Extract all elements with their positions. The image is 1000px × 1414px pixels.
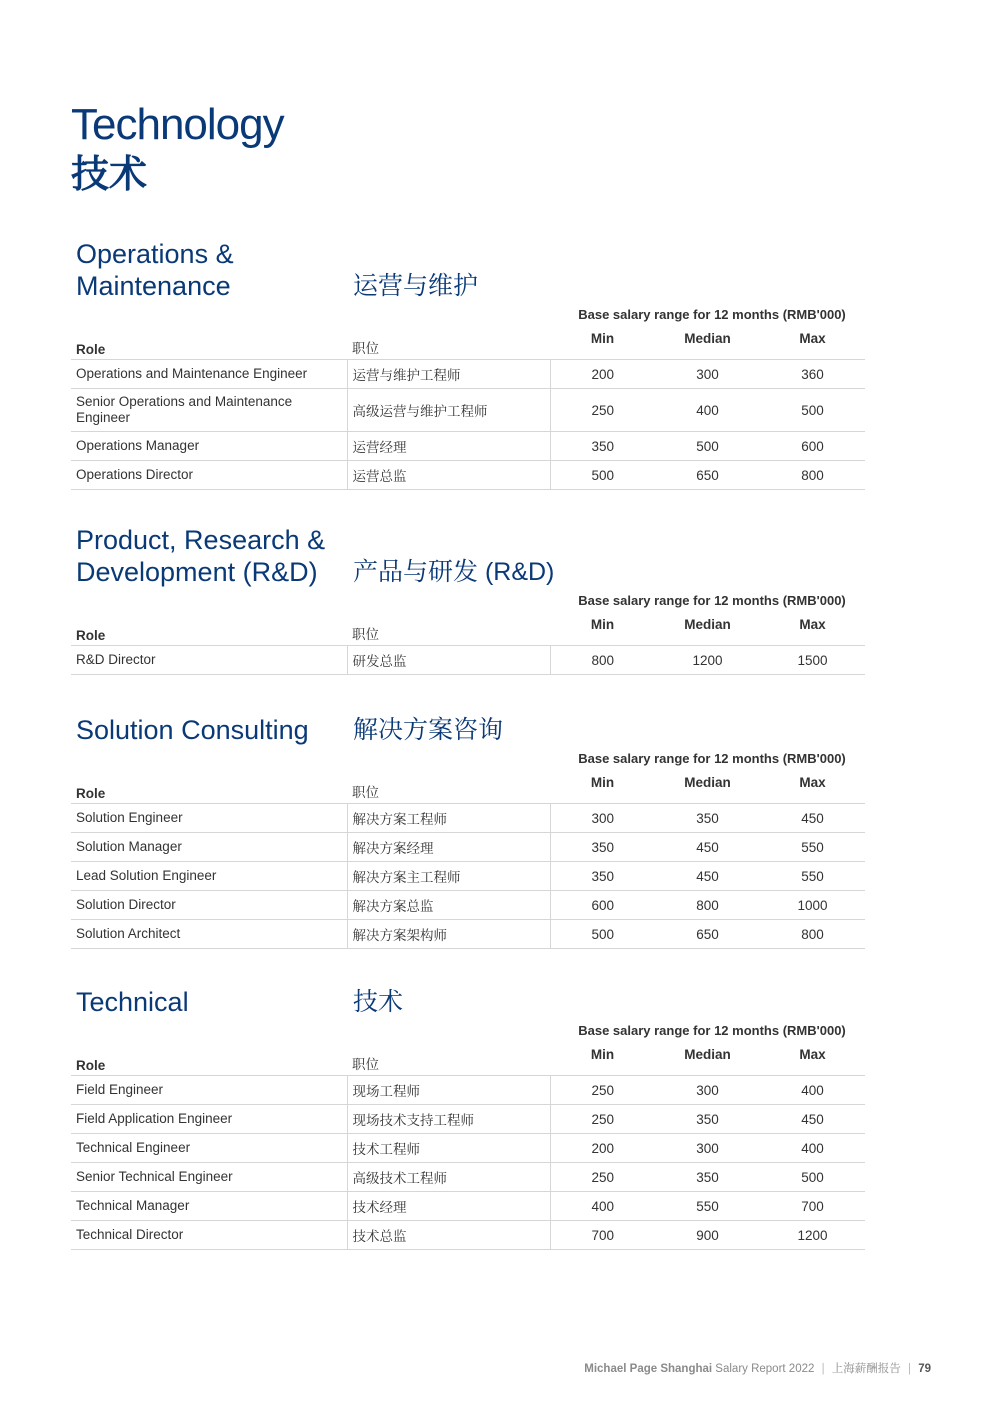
role-cell: Technical Director [71, 1221, 347, 1250]
role-zh-header: 职位 [347, 331, 550, 360]
role-zh-cell: 运营与维护工程师 [347, 360, 550, 389]
role-zh-cell: 运营经理 [347, 432, 550, 461]
footer-report-zh: 上海薪酬报告 [831, 1363, 901, 1375]
role-cell: Solution Architect [71, 920, 347, 949]
footer-separator: | [908, 1363, 911, 1375]
salary-range-label: Base salary range for 12 months (RMB'000) [578, 593, 846, 608]
section-title-zh: 技术 [353, 988, 404, 1016]
salary-table [71, 1047, 865, 1250]
role-zh-cell: 解决方案经理 [347, 833, 550, 862]
role-zh-cell: 解决方案工程师 [347, 804, 550, 833]
role-cell: Senior Operations and Maintenance Engineer [71, 389, 347, 432]
min-cell: 500 [550, 920, 655, 949]
salary-range-label: Base salary range for 12 months (RMB'000) [578, 751, 846, 766]
role-zh-header: 职位 [347, 775, 550, 804]
max-cell: 800 [760, 920, 865, 949]
table-row [71, 1076, 865, 1105]
role-cell: Senior Technical Engineer [71, 1163, 347, 1192]
max-header: Max [760, 617, 865, 646]
table-row [71, 1163, 865, 1192]
min-cell: 200 [550, 1134, 655, 1163]
median-cell: 300 [655, 360, 760, 389]
min-cell: 250 [550, 1076, 655, 1105]
table-row [71, 1105, 865, 1134]
section-title: Solution Consulting [76, 715, 309, 745]
min-cell: 600 [550, 891, 655, 920]
role-header: Role [71, 331, 347, 360]
table-header-row [71, 1047, 865, 1076]
role-zh-cell: 运营总监 [347, 461, 550, 490]
role-header: Role [71, 1047, 347, 1076]
page-footer [584, 1360, 931, 1376]
salary-range-label: Base salary range for 12 months (RMB'000) [578, 307, 846, 322]
role-cell: Operations Director [71, 461, 347, 490]
min-cell: 250 [550, 389, 655, 432]
max-cell: 400 [760, 1134, 865, 1163]
role-cell: Operations Manager [71, 432, 347, 461]
table-row [71, 920, 865, 949]
max-cell: 1200 [760, 1221, 865, 1250]
table-row [71, 1221, 865, 1250]
role-zh-cell: 技术经理 [347, 1192, 550, 1221]
role-cell: Operations and Maintenance Engineer [71, 360, 347, 389]
max-cell: 800 [760, 461, 865, 490]
min-cell: 800 [550, 646, 655, 675]
section-title-zh: 解决方案咨询 [353, 716, 504, 744]
table-header-row [71, 617, 865, 646]
median-header: Median [655, 617, 760, 646]
min-header: Min [550, 617, 655, 646]
section-title-zh: 产品与研发 (R&D) [353, 558, 555, 586]
salary-range-label: Base salary range for 12 months (RMB'000) [578, 1023, 846, 1038]
min-cell: 250 [550, 1163, 655, 1192]
table-header-row [71, 331, 865, 360]
role-cell: Solution Director [71, 891, 347, 920]
role-cell: Technical Manager [71, 1192, 347, 1221]
max-header: Max [760, 775, 865, 804]
footer-brand: Michael Page Shanghai [584, 1363, 713, 1375]
role-zh-cell: 解决方案架构师 [347, 920, 550, 949]
role-zh-cell: 解决方案主工程师 [347, 862, 550, 891]
median-cell: 650 [655, 920, 760, 949]
role-cell: Solution Engineer [71, 804, 347, 833]
salary-table [71, 331, 865, 490]
min-cell: 300 [550, 804, 655, 833]
table-header-row [71, 775, 865, 804]
role-zh-cell: 现场工程师 [347, 1076, 550, 1105]
median-header: Median [655, 775, 760, 804]
table-row [71, 360, 865, 389]
min-cell: 400 [550, 1192, 655, 1221]
min-header: Min [550, 775, 655, 804]
median-cell: 650 [655, 461, 760, 490]
min-cell: 700 [550, 1221, 655, 1250]
max-cell: 360 [760, 360, 865, 389]
max-cell: 450 [760, 1105, 865, 1134]
section-title-zh: 运营与维护 [353, 272, 479, 300]
role-cell: R&D Director [71, 646, 347, 675]
max-cell: 600 [760, 432, 865, 461]
salary-table [71, 617, 865, 675]
min-cell: 500 [550, 461, 655, 490]
table-row [71, 862, 865, 891]
median-cell: 450 [655, 862, 760, 891]
max-cell: 1500 [760, 646, 865, 675]
table-row [71, 804, 865, 833]
salary-table [71, 775, 865, 949]
table-row [71, 833, 865, 862]
role-zh-cell: 现场技术支持工程师 [347, 1105, 550, 1134]
role-header: Role [71, 775, 347, 804]
page-number: 79 [918, 1363, 931, 1375]
table-row [71, 389, 865, 432]
page-title: Technology [71, 100, 284, 149]
min-cell: 350 [550, 862, 655, 891]
median-cell: 350 [655, 1163, 760, 1192]
max-cell: 550 [760, 833, 865, 862]
role-cell: Technical Engineer [71, 1134, 347, 1163]
table-row [71, 646, 865, 675]
table-row [71, 1134, 865, 1163]
role-cell: Field Engineer [71, 1076, 347, 1105]
footer-report: Salary Report 2022 [715, 1363, 815, 1375]
max-cell: 400 [760, 1076, 865, 1105]
max-cell: 700 [760, 1192, 865, 1221]
table-row [71, 461, 865, 490]
section-title: Operations & Maintenance [76, 239, 234, 301]
role-zh-cell: 技术总监 [347, 1221, 550, 1250]
median-cell: 350 [655, 804, 760, 833]
median-cell: 550 [655, 1192, 760, 1221]
table-row [71, 891, 865, 920]
median-cell: 350 [655, 1105, 760, 1134]
median-cell: 400 [655, 389, 760, 432]
max-header: Max [760, 331, 865, 360]
page-title-zh: 技术 [71, 154, 148, 196]
max-cell: 550 [760, 862, 865, 891]
role-cell: Lead Solution Engineer [71, 862, 347, 891]
min-cell: 200 [550, 360, 655, 389]
min-cell: 250 [550, 1105, 655, 1134]
median-cell: 1200 [655, 646, 760, 675]
max-cell: 1000 [760, 891, 865, 920]
role-zh-cell: 解决方案总监 [347, 891, 550, 920]
min-cell: 350 [550, 432, 655, 461]
role-cell: Solution Manager [71, 833, 347, 862]
section-title: Product, Research & Development (R&D) [76, 525, 326, 587]
role-header: Role [71, 617, 347, 646]
role-zh-header: 职位 [347, 617, 550, 646]
min-cell: 350 [550, 833, 655, 862]
footer-separator: | [821, 1363, 825, 1375]
max-cell: 500 [760, 389, 865, 432]
role-zh-cell: 技术工程师 [347, 1134, 550, 1163]
median-cell: 800 [655, 891, 760, 920]
table-row [71, 1192, 865, 1221]
table-row [71, 432, 865, 461]
role-zh-cell: 研发总监 [347, 646, 550, 675]
median-header: Median [655, 331, 760, 360]
role-zh-cell: 高级技术工程师 [347, 1163, 550, 1192]
median-header: Median [655, 1047, 760, 1076]
max-cell: 450 [760, 804, 865, 833]
max-cell: 500 [760, 1163, 865, 1192]
median-cell: 450 [655, 833, 760, 862]
median-cell: 900 [655, 1221, 760, 1250]
median-cell: 300 [655, 1076, 760, 1105]
median-cell: 300 [655, 1134, 760, 1163]
section-title: Technical [76, 987, 189, 1017]
role-cell: Field Application Engineer [71, 1105, 347, 1134]
min-header: Min [550, 331, 655, 360]
min-header: Min [550, 1047, 655, 1076]
median-cell: 500 [655, 432, 760, 461]
max-header: Max [760, 1047, 865, 1076]
role-zh-header: 职位 [347, 1047, 550, 1076]
role-zh-cell: 高级运营与维护工程师 [347, 389, 550, 432]
